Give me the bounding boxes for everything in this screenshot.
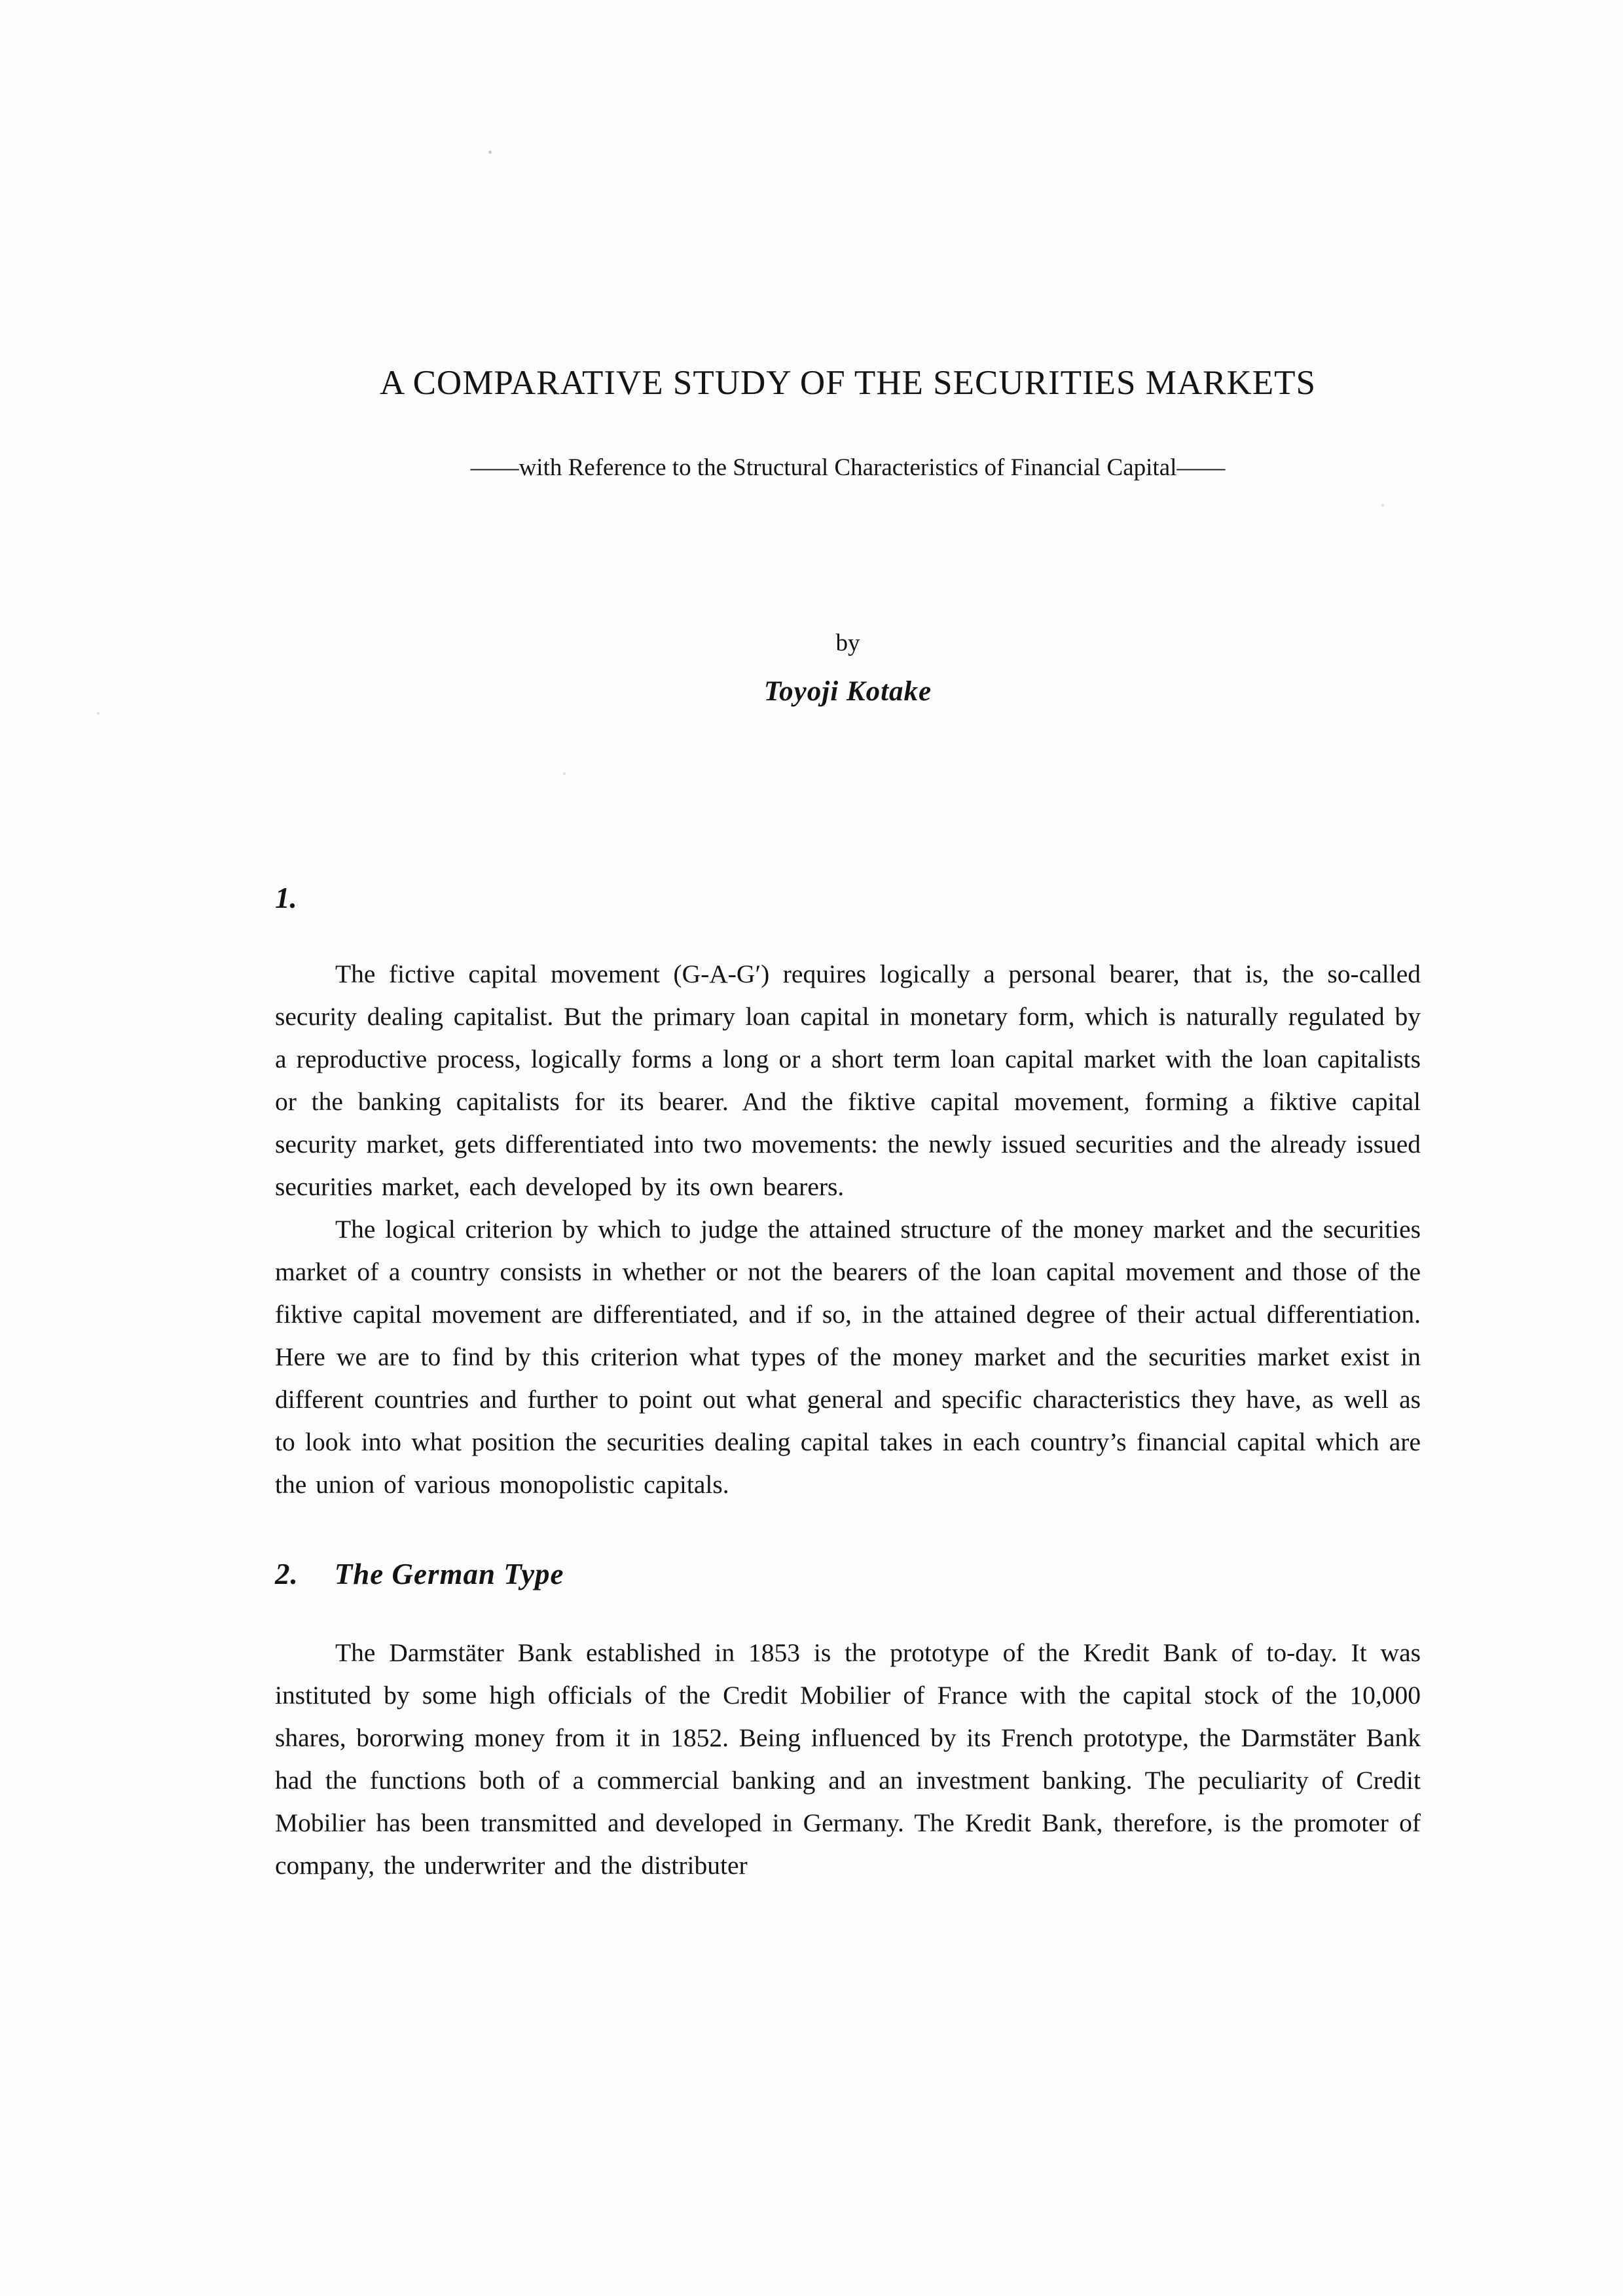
paragraph: The logical criterion by which to judge the attained structure of the money market and the securities market of a country consists in whether or not the bearers of the loan capital movement and those of the fiktive capital movement are differentiated, and if so, in the attained degree of their actual differentiation. Here we are to find by this criterion what types of the money market and the securities market exist in different countries and further to point out what general and specific characteristics they have, as well as to look into what position the securities dealing capital takes in each country’s financial capital which are the union of various monopolistic capitals. [275,1215,1421,1499]
section-1-heading [275,881,1421,915]
scan-artifact-dot [1381,504,1384,507]
section-2 [275,1557,1421,1887]
author-name: Toyoji Kotake [763,676,932,707]
paragraph: The fictive capital movement (G-A-G′) requires logically a personal bearer, that is, the so-called security dealing capitalist. But the primary loan capital in monetary form, which is naturally regulated by a reproductive process, logically forms a long or a short term loan capital market with the loan capitalists or the banking capitalists for its bearer. And the fiktive capital movement, forming a fiktive capital security market, gets differentiated into two movements: the newly issued securities and the already issued securities market, each developed by its own bearers. [275,960,1421,1201]
paragraph: The Darmstäter Bank established in 1853 is the prototype of the Kredit Bank of to-day. It was instituted by some high officials of the Credit Mobilier of France with the capital stock of the 10,000 shares, bororwing money from it in 1852. Being influenced by its French prototype, the Darmstäter Bank had the functions both of a commercial banking and an investment banking. The peculiarity of Credit Mobilier has been transmitted and developed in Germany. The Kredit Bank, therefore, is the promoter of company, the underwriter and the distributer [275,1638,1421,1880]
paper-subtitle: ——with Reference to the Structural Characteristics of Financial Capital—— [470,454,1226,481]
byline: by [835,630,860,656]
section-1-number: 1. [275,882,297,914]
section-2-title: The German Type [334,1558,564,1590]
section-2-number: 2. [275,1558,299,1590]
section-1 [275,881,1421,1506]
scan-artifact-dot [563,772,566,775]
paper-content [275,363,1421,1887]
section-2-heading [275,1557,1421,1591]
scan-artifact-dot [488,151,492,154]
paper-title: A COMPARATIVE STUDY OF THE SECURITIES MARKETS [379,364,1317,402]
scan-artifact-dot [97,712,100,715]
